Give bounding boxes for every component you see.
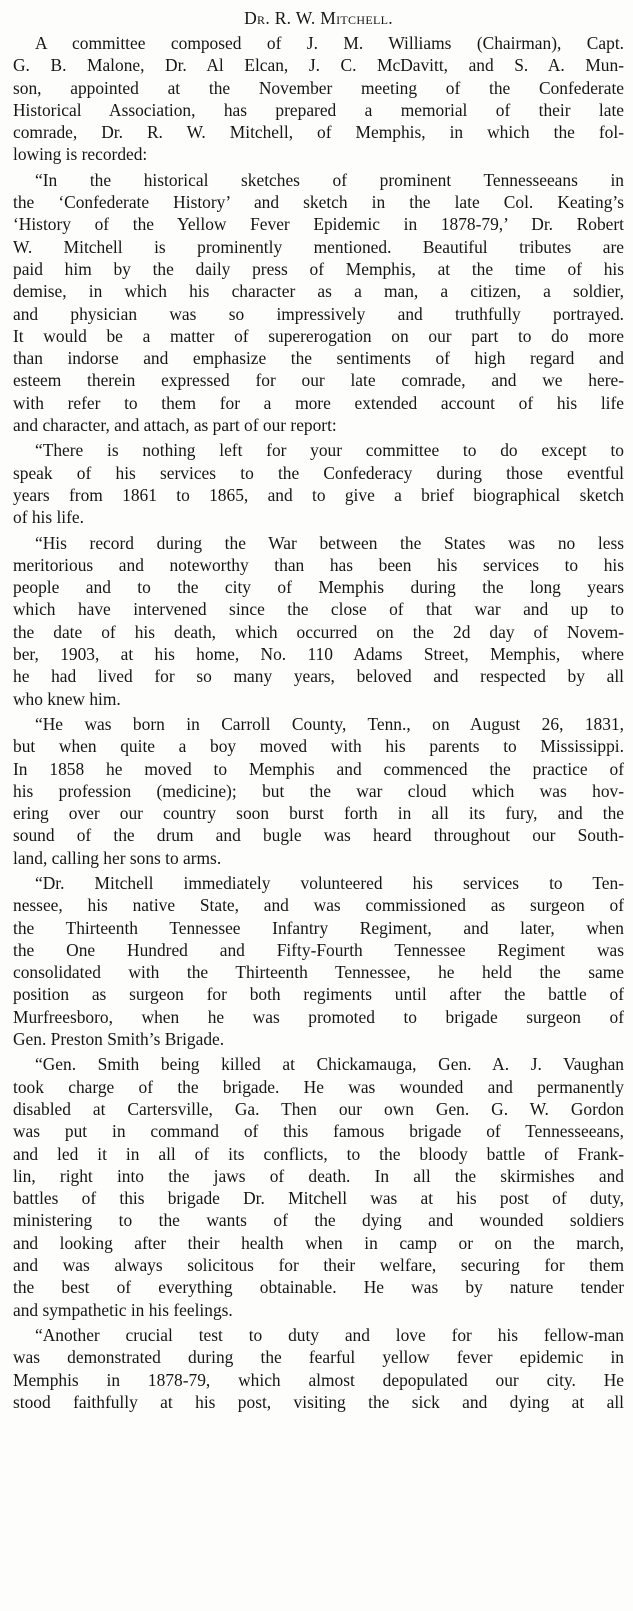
paragraph-line: and physician was so impressively and truthfully portrayed. — [13, 303, 624, 324]
article-paragraph — [13, 1053, 624, 1321]
paragraph-line: disabled at Cartersville, Ga. Then our own Gen. G. W. Gordon — [13, 1098, 624, 1119]
paragraph-line: years from 1861 to 1865, and to give a brief biographical sketch — [13, 484, 624, 505]
paragraph-line: battles of this brigade Dr. Mitchell was at his post of duty, — [13, 1188, 624, 1209]
paragraph-line: ering over our country soon burst forth in all its fury, and the — [13, 803, 624, 824]
paragraph-line: stood faithfully at his post, visiting the sick and dying at all — [13, 1391, 624, 1412]
paragraph-line: Historical Association, has prepared a memorial of their late — [13, 99, 624, 120]
paragraph-line: paid him by the daily press of Memphis, at the time of his — [13, 258, 624, 279]
paragraph-line: “Gen. Smith being killed at Chickamauga, Gen. A. J. Vaughan — [35, 1054, 624, 1075]
paragraph-line: It would be a matter of supererogation on our part to do more — [13, 325, 624, 346]
paragraph-line: “There is nothing left for your committee to do except to — [35, 440, 624, 461]
paragraph-line: was put in command of this famous brigade of Tennesseeans, — [13, 1121, 624, 1142]
document-page — [13, 5, 624, 1413]
article-paragraph — [13, 532, 624, 710]
paragraph-line: who knew him. — [13, 688, 121, 709]
paragraph-line: meritorious and noteworthy than has been his services to his — [13, 554, 624, 575]
paragraph-line: esteem therein expressed for our late comrade, and we here- — [13, 370, 624, 391]
paragraph-line: ‘History of the Yellow Fever Epidemic in 1878-79,’ Dr. Robert — [13, 214, 624, 235]
paragraph-line: and looking after their health when in camp or on the march, — [13, 1232, 624, 1253]
paragraph-line: “He was born in Carroll County, Tenn., on August 26, 1831, — [35, 713, 624, 734]
paragraph-line: and led it in all of its conflicts, to the bloody battle of Frank- — [13, 1143, 624, 1164]
paragraph-line: Gen. Preston Smith’s Brigade. — [13, 1029, 225, 1050]
article-paragraph — [13, 713, 624, 869]
article-title — [13, 5, 624, 32]
paragraph-line: lin, right into the jaws of death. In all the skirmishes and — [13, 1165, 624, 1186]
paragraph-line: and character, and attach, as part of our report: — [13, 415, 337, 436]
paragraph-line: G. B. Malone, Dr. Al Elcan, J. C. McDavitt, and S. A. Mun- — [13, 55, 624, 76]
paragraph-line: which have intervened since the close of that war and up to — [13, 599, 624, 620]
paragraph-line: land, calling her sons to arms. — [13, 847, 222, 868]
paragraph-line: speak of his services to the Confederacy during those eventful — [13, 462, 624, 483]
article-paragraph — [13, 169, 624, 437]
paragraph-line: took charge of the brigade. He was wounded and permanently — [13, 1076, 624, 1097]
article-paragraph — [13, 439, 624, 528]
paragraph-line: ber, 1903, at his home, No. 110 Adams Street, Memphis, where — [13, 644, 624, 665]
paragraph-line: A committee composed of J. M. Williams (Chairman), Capt. — [35, 33, 624, 53]
paragraph-line: the date of his death, which occurred on the 2d day of Novem- — [13, 621, 624, 642]
article-paragraph — [13, 1324, 624, 1413]
paragraph-line: than indorse and emphasize the sentiments of high regard and — [13, 348, 624, 369]
paragraph-line: In 1858 he moved to Memphis and commenced the practice of — [13, 758, 624, 779]
paragraph-line: he had lived for so many years, beloved and respected by all — [13, 666, 624, 687]
paragraph-line: demise, in which his character as a man, a citizen, a soldier, — [13, 281, 624, 302]
paragraph-line: position as surgeon for both regiments until after the battle of — [13, 984, 624, 1005]
article-title-text: Dr. R. W. Mitchell. — [244, 8, 393, 28]
paragraph-line: son, appointed at the November meeting of the Confederate — [13, 77, 624, 98]
paragraph-line: with refer to them for a more extended account of his life — [13, 392, 624, 413]
paragraph-line: the ‘Confederate History’ and sketch in the late Col. Keating’s — [13, 192, 624, 213]
paragraph-line: consolidated with the Thirteenth Tennessee, he held the same — [13, 962, 624, 983]
paragraph-line: “In the historical sketches of prominent Tennesseeans in — [35, 169, 624, 190]
article-body — [13, 32, 624, 1413]
paragraph-line: sound of the drum and bugle was heard throughout our South- — [13, 825, 624, 846]
paragraph-line: of his life. — [13, 507, 84, 528]
paragraph-line: the best of everything obtainable. He was by nature tender — [13, 1277, 624, 1298]
paragraph-line: his profession (medicine); but the war cloud which was hov- — [13, 780, 624, 801]
paragraph-line: comrade, Dr. R. W. Mitchell, of Memphis, in which the fol- — [13, 122, 624, 143]
paragraph-line: Murfreesboro, when he was promoted to brigade surgeon of — [13, 1006, 624, 1027]
paragraph-line: and was always solicitous for their welfare, securing for them — [13, 1255, 624, 1276]
paragraph-line: nessee, his native State, and was commissioned as surgeon of — [13, 895, 624, 916]
paragraph-line: W. Mitchell is prominently mentioned. Beautiful tributes are — [13, 236, 624, 257]
article-paragraph — [13, 32, 624, 166]
paragraph-line: but when quite a boy moved with his parents to Mississippi. — [13, 736, 624, 757]
paragraph-line: people and to the city of Memphis during the long years — [13, 577, 624, 598]
paragraph-line: “Another crucial test to duty and love for his fellow-man — [35, 1324, 624, 1345]
paragraph-line: the One Hundred and Fifty-Fourth Tennessee Regiment was — [13, 939, 624, 960]
paragraph-line: “Dr. Mitchell immediately volunteered his services to Ten- — [35, 872, 624, 893]
paragraph-line: ministering to the wants of the dying and wounded soldiers — [13, 1210, 624, 1231]
paragraph-line: and sympathetic in his feelings. — [13, 1299, 233, 1320]
paragraph-line: lowing is recorded: — [13, 144, 148, 165]
paragraph-line: “His record during the War between the States was no less — [35, 532, 624, 553]
paragraph-line: Memphis in 1878-79, which almost depopulated our city. He — [13, 1369, 624, 1390]
paragraph-line: the Thirteenth Tennessee Infantry Regiment, and later, when — [13, 917, 624, 938]
article-paragraph — [13, 872, 624, 1050]
paragraph-line: was demonstrated during the fearful yellow fever epidemic in — [13, 1347, 624, 1368]
